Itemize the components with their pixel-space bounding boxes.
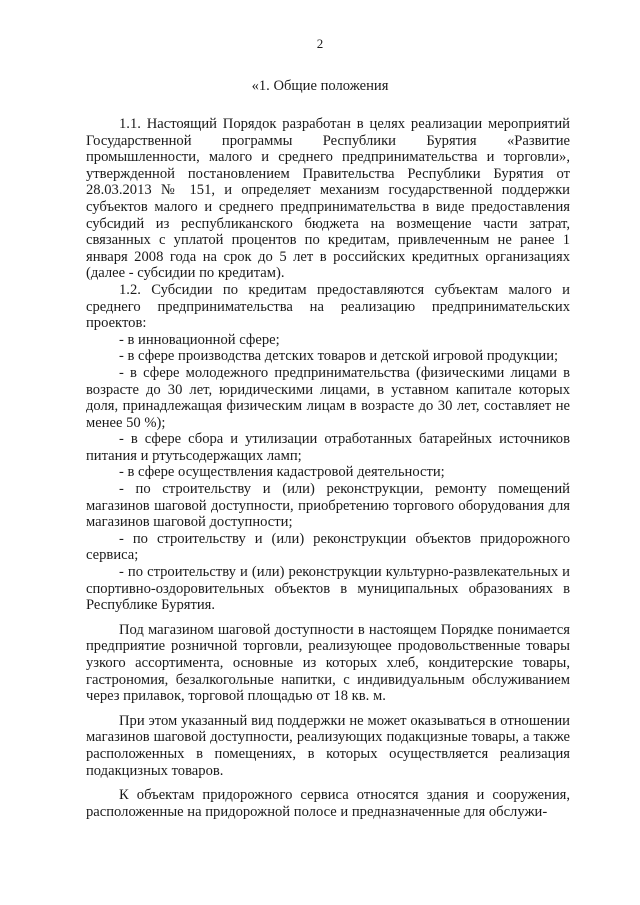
list-item-children-goods: - в сфере производства детских товаров и детской игровой продукции; [119,348,559,365]
list-item-roadside-service: - по строительству и (или) реконструкции объектов придорожного сервиса; [86,530,570,564]
paragraph-1-1: 1.1. Настоящий Порядок разработан в целях реализации мероприятий Государственной программы Республики Бурятия «Развитие промышленности, малого и среднего предпринимательства и торговли», утвержденной постановлением Правительства Республики Бурятия от 28.03.2013 № 151, и определяет механизм государственной поддержки субъектов малого и среднего предпринимательства в виде предоставления субсидий из республиканского бюджета на возмещение части затрат, связанных с уплатой процентов по кредитам, привлеченным не ранее 1 января 2008 года на срок до 5 лет в российских кредитных организациях (далее - субсидии по кредитам). [86,116,570,282]
section-heading: «1. Общие положения [251,78,389,94]
document-body [86,108,570,820]
list-item-cultural-sports: - по строительству и (или) реконструкции культурно-развлекательных и спортивно-оздоровительных объектов в муниципальных образованиях в Республике Бурятия. [86,564,570,614]
list-item-walking-stores: - по строительству и (или) реконструкции, ремонту помещений магазинов шаговой доступности, приобретению торгового оборудования для магазинов шаговой доступности; [86,481,570,531]
page-number: 2 [316,36,324,51]
paragraph-walking-store-definition: Под магазином шаговой доступности в настоящем Порядке понимается предприятие розничной торговли, реализующее продовольственные товары узкого ассортимента, основные из которых хлеб, кондитерские товары, гастрономия, безалкогольные напитки, с индивидуальным обслуживанием через прилавок, торговой площадью от 18 кв. м. [86,621,570,705]
list-item-youth: - в сфере молодежного предпринимательства (физическими лицами в возрасте до 30 лет, юридическими лицами, в уставном капитале которых доля, принадлежащая физическим лицам в возрасте до 30 лет, составляет не менее 50 %); [86,364,570,431]
paragraph-roadside-definition: К объектам придорожного сервиса относятся здания и сооружения, расположенные на придорожной полосе и предназначенные для обслужи- [86,787,570,820]
list-item-innovation: - в инновационной сфере; [119,331,280,348]
paragraph-1-2: 1.2. Субсидии по кредитам предоставляются субъектам малого и среднего предпринимательства на реализацию предпринимательских проектов: [86,281,570,332]
list-item-cadastral: - в сфере осуществления кадастровой деятельности; [119,464,445,481]
list-item-batteries: - в сфере сбора и утилизации отработанных батарейных источников питания и ртутьсодержащих ламп; [86,431,570,464]
paragraph-excise-restriction: При этом указанный вид поддержки не может оказываться в отношении магазинов шаговой доступности, реализующих подакцизные товары, а также расположенных в помещениях, в которых осуществляется реализация подакцизных товаров. [86,712,570,779]
